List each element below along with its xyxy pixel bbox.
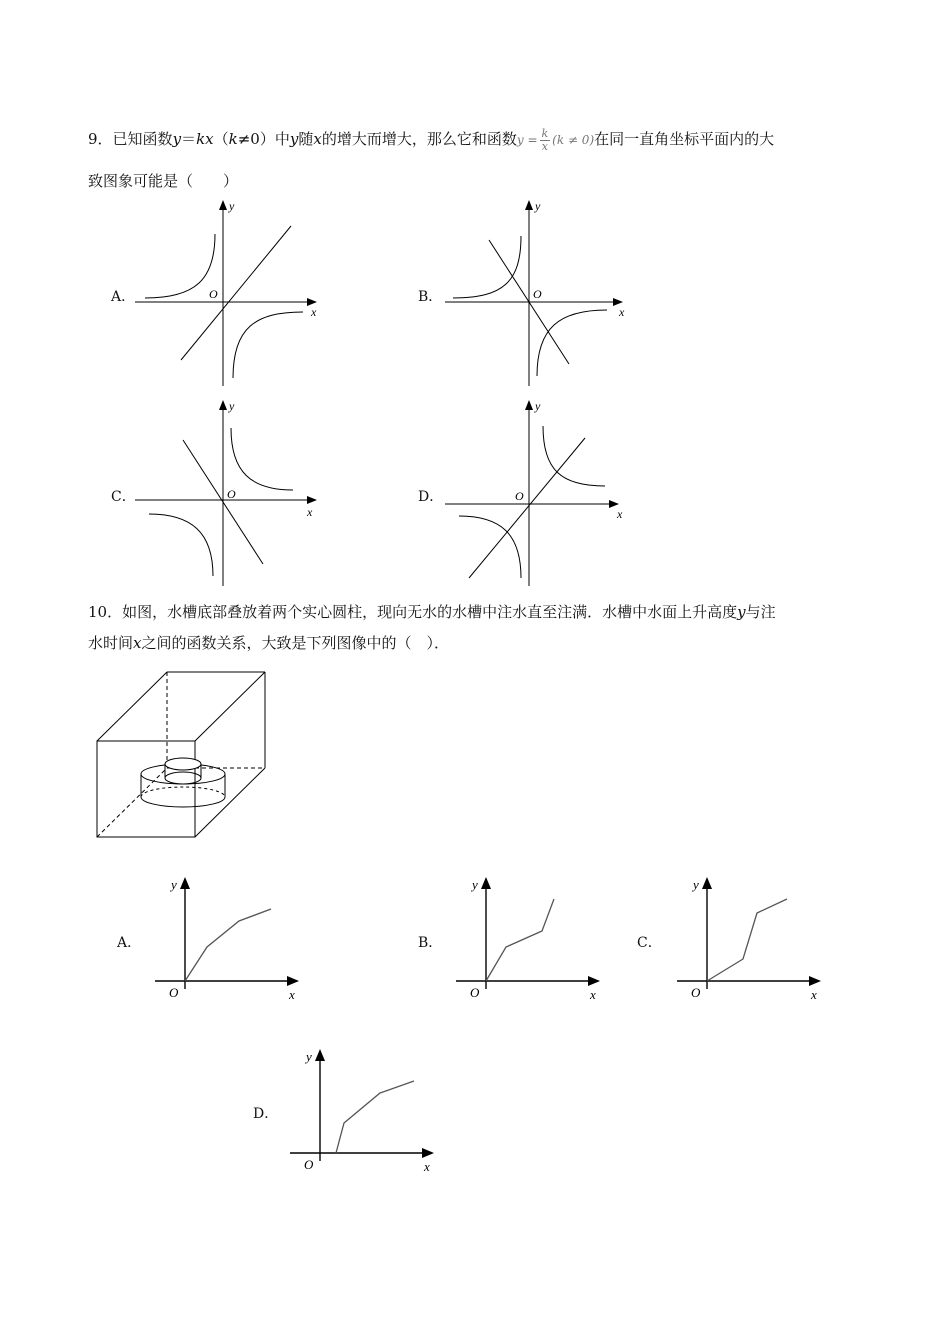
q10-line2: 水时间x之间的函数关系，大致是下列图像中的（ ）． — [88, 634, 449, 652]
q9-graph-b[interactable] — [445, 200, 635, 390]
y-axis-label: y — [535, 399, 541, 413]
q9-line1: 9．已知函数y＝kx（k≠0）中y随x的增大而增大，那么它和函数y = $\frac{k}{x}$ (k ≠ 0)在同一直角坐标平面内的大 — [88, 127, 775, 153]
q10-line1: 10．如图，水槽底部叠放着两个实心圆柱，现向无水的水槽中注水直至注满．水槽中水面上升高度y与注 — [88, 603, 776, 621]
line-graph — [469, 438, 585, 578]
q9-option-b-label[interactable]: B． — [418, 289, 443, 305]
origin-label: O — [227, 487, 236, 501]
function-curve — [336, 1081, 414, 1153]
hyperbola-branch — [459, 516, 521, 578]
q9-graph-d[interactable] — [445, 400, 635, 590]
q10-graph-c[interactable] — [677, 873, 827, 1003]
q9-option-c-label[interactable]: C． — [111, 489, 136, 505]
y-axis-label: y — [535, 199, 541, 213]
q10-graph-b[interactable] — [456, 873, 606, 1003]
function-curve — [185, 909, 271, 981]
hyperbola-branch — [231, 428, 293, 490]
q9-option-d-label[interactable]: D． — [418, 489, 444, 505]
x-axis-label: x — [311, 305, 317, 319]
q9-number: 9． — [88, 130, 113, 148]
q10-graph-a[interactable] — [155, 873, 305, 1003]
line-graph — [181, 226, 291, 360]
q9-option-a-label[interactable]: A． — [111, 289, 136, 305]
origin-label: O — [470, 985, 480, 1000]
small-cylinder — [165, 758, 201, 784]
origin-label: O — [533, 287, 542, 301]
y-axis-label: y — [229, 399, 235, 413]
x-axis-label: x — [617, 507, 623, 521]
q10-option-b-label[interactable]: B． — [418, 935, 443, 951]
origin-label: O — [169, 985, 179, 1000]
q10-option-c-label[interactable]: C． — [637, 935, 662, 951]
x-axis-label: x — [424, 1159, 430, 1174]
y-axis-label: y — [472, 877, 478, 892]
hyperbola-branch — [537, 310, 607, 376]
origin-label: O — [515, 489, 524, 503]
x-axis-label: x — [619, 305, 625, 319]
q9-graph-a[interactable] — [135, 200, 325, 390]
y-axis-label: y — [171, 877, 177, 892]
water-tank-figure — [95, 670, 270, 840]
q10-graph-d[interactable] — [290, 1045, 440, 1175]
q10-option-a-label[interactable]: A． — [117, 935, 142, 951]
hyperbola-branch — [145, 234, 215, 298]
x-axis-label: x — [289, 987, 295, 1002]
hyperbola-branch — [233, 312, 303, 378]
x-axis-label: x — [307, 505, 313, 519]
origin-label: O — [209, 287, 218, 301]
hyperbola-branch — [453, 236, 521, 298]
q9-line2: 致图象可能是（ ） — [88, 172, 239, 190]
inverse-function-formula: y = $\frac{k}{x}$ (k ≠ 0) — [516, 127, 595, 153]
x-axis-label: x — [811, 987, 817, 1002]
origin-label: O — [691, 985, 701, 1000]
function-curve — [707, 899, 787, 981]
q10-number: 10． — [88, 603, 123, 621]
x-axis-label: x — [590, 987, 596, 1002]
function-curve — [486, 899, 554, 981]
origin-label: O — [304, 1157, 314, 1172]
y-axis-label: y — [693, 877, 699, 892]
q9-graph-c[interactable] — [135, 400, 325, 590]
y-axis-label: y — [229, 199, 235, 213]
q10-option-d-label[interactable]: D． — [253, 1106, 279, 1122]
y-axis-label: y — [306, 1049, 312, 1064]
hyperbola-branch — [149, 514, 213, 576]
